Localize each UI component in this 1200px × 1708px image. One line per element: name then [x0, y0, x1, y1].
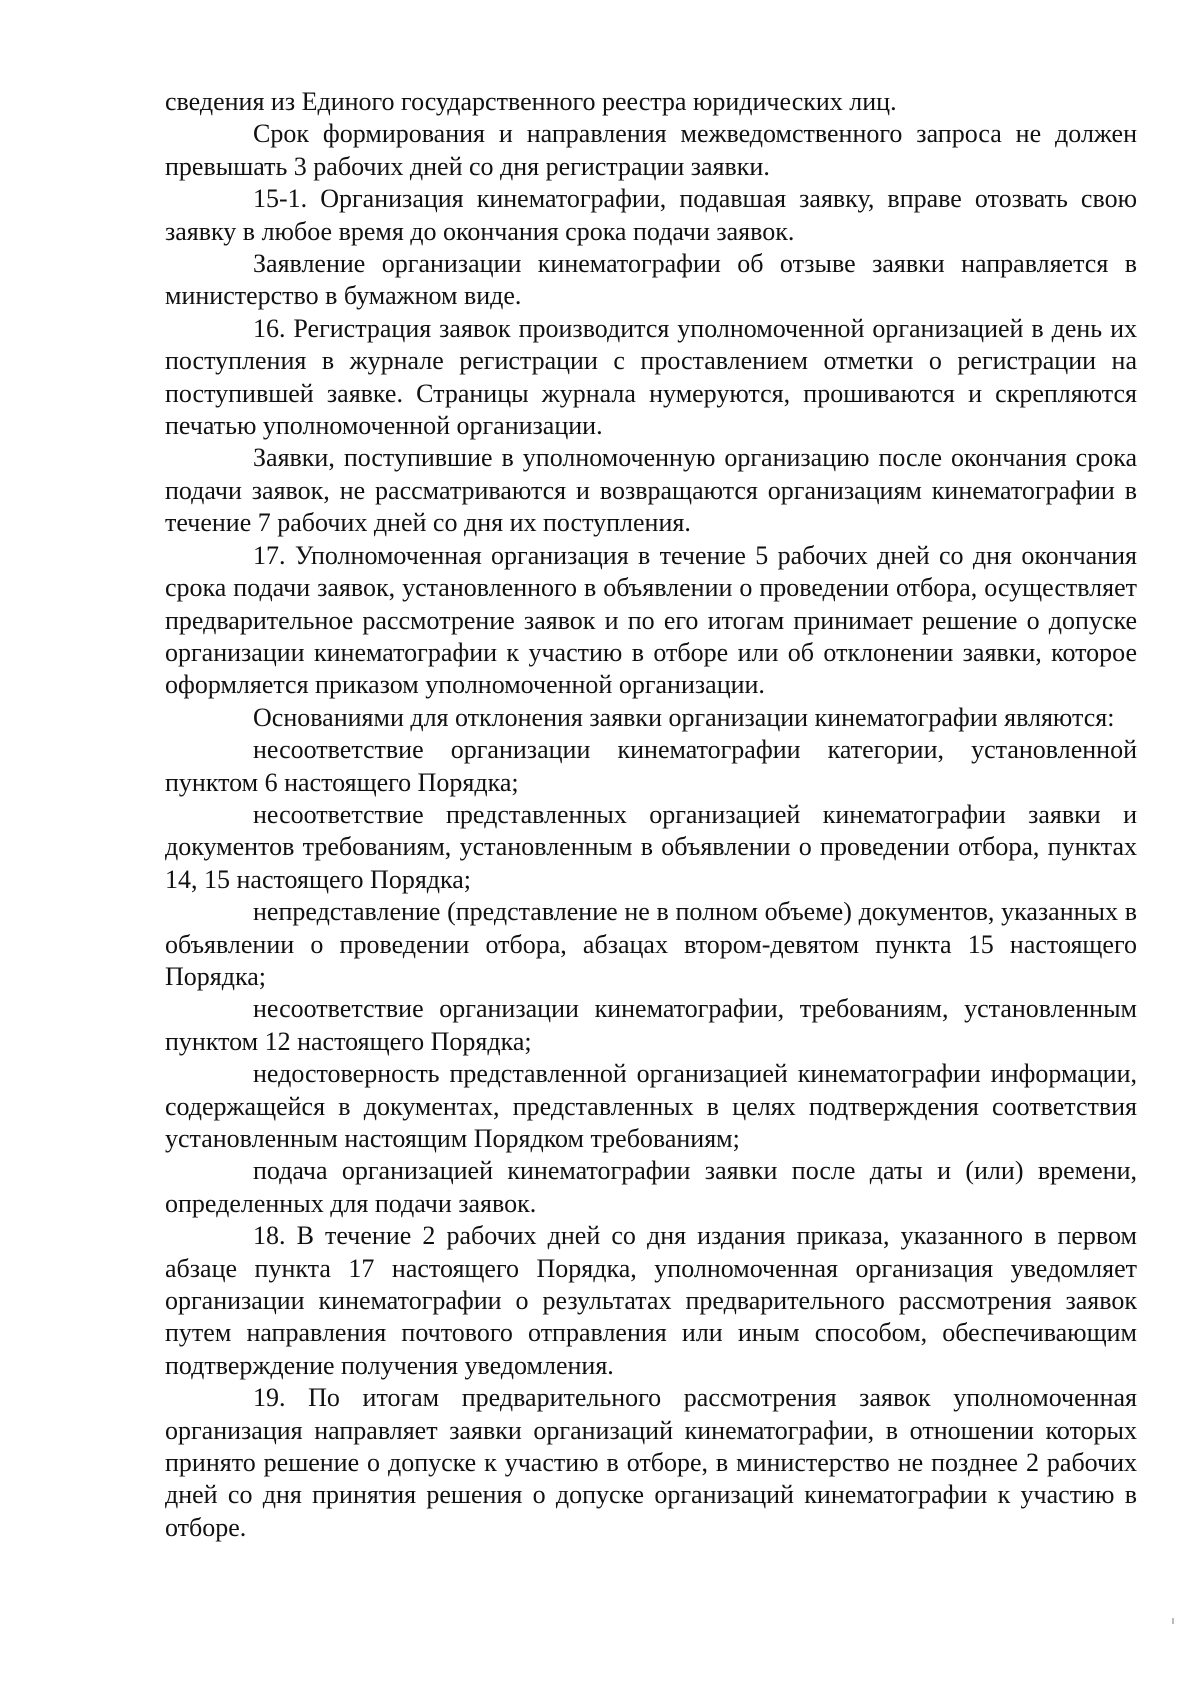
paragraph-withdrawal-statement: Заявление организации кинематографии об отзыве заявки направляется в министерство в бумажном виде. [165, 249, 1137, 311]
paragraph-ground-unreliable-info: недостоверность представленной организацией кинематографии информации, содержащейся в документах, представленных в целях подтверждения соответствия установленным настоящим Порядком требованиям; [165, 1059, 1137, 1153]
paragraph-ground-late-submission: подача организацией кинематографии заявки после даты и (или) времени, определенных для подачи заявок. [165, 1156, 1137, 1218]
paragraph-rejection-grounds: Основаниями для отклонения заявки организации кинематографии являются: [253, 702, 1115, 732]
paragraph-ground-documents-mismatch: несоответствие представленных организацией кинематографии заявки и документов требованиям, установленным в объявлении о проведении отбора, пунктах 14, 15 настоящего Порядка; [165, 799, 1137, 894]
paragraph-ground-requirements: несоответствие организации кинематографии, требованиям, установленным пунктом 12 настоящего Порядка; [165, 994, 1137, 1056]
paragraph-request-deadline: Срок формирования и направления межведомственного запроса не должен превышать 3 рабочих дней со дня регистрации заявки. [165, 119, 1137, 181]
paragraph-late-applications: Заявки, поступившие в уполномоченную организацию после окончания срока подачи заявок, не рассматриваются и возвращаются организациям кинематографии в течение 7 рабочих дней со дня их поступления. [165, 443, 1137, 538]
paragraph-continuation: сведения из Единого государственного реестра юридических лиц. [165, 87, 897, 116]
document-body [165, 86, 1137, 1544]
paragraph-15-1: 15-1. Организация кинематографии, подавшая заявку, вправе отозвать свою заявку в любое время до окончания срока подачи заявок. [165, 184, 1137, 246]
paragraph-16: 16. Регистрация заявок производится уполномоченной организацией в день их поступления в журнале регистрации с проставлением отметки о регистрации на поступившей заявке. Страницы журнала нумеруются, прошиваются и скрепляются печатью уполномоченной организации. [165, 313, 1137, 441]
paragraph-19: 19. По итогам предварительного рассмотрения заявок уполномоченная организация направляет заявки организаций кинематографии, в отношении которых принято решение о допуске к участию в отборе, в министерство не позднее 2 рабочих дней со дня принятия решения о допуске организаций кинематографии к участию в отборе. [165, 1383, 1137, 1542]
paragraph-18: 18. В течение 2 рабочих дней со дня издания приказа, указанного в первом абзаце пункта 17 настоящего Порядка, уполномоченная организация уведомляет организации кинематографии о результатах предварительного рассмотрения заявок путем направления почтового отправления или иным способом, обеспечивающим подтверждение получения уведомления. [165, 1221, 1137, 1380]
paragraph-ground-documents-missing: непредставление (представление не в полном объеме) документов, указанных в объявлении о проведении отбора, абзацах втором-девятом пункта 15 настоящего Порядка; [165, 897, 1137, 991]
paragraph-17: 17. Уполномоченная организация в течение 5 рабочих дней со дня окончания срока подачи заявок, установленного в объявлении о проведении отбора, осуществляет предварительное рассмотрение заявок и по его итогам принимает решение о допуске организации кинематографии к участию в отборе или об отклонении заявки, которое оформляется приказом уполномоченной организации. [165, 540, 1137, 700]
scan-artifact [1172, 1618, 1174, 1624]
paragraph-ground-category: несоответствие организации кинематографии категории, установленной пунктом 6 настоящего Порядка; [165, 735, 1137, 797]
